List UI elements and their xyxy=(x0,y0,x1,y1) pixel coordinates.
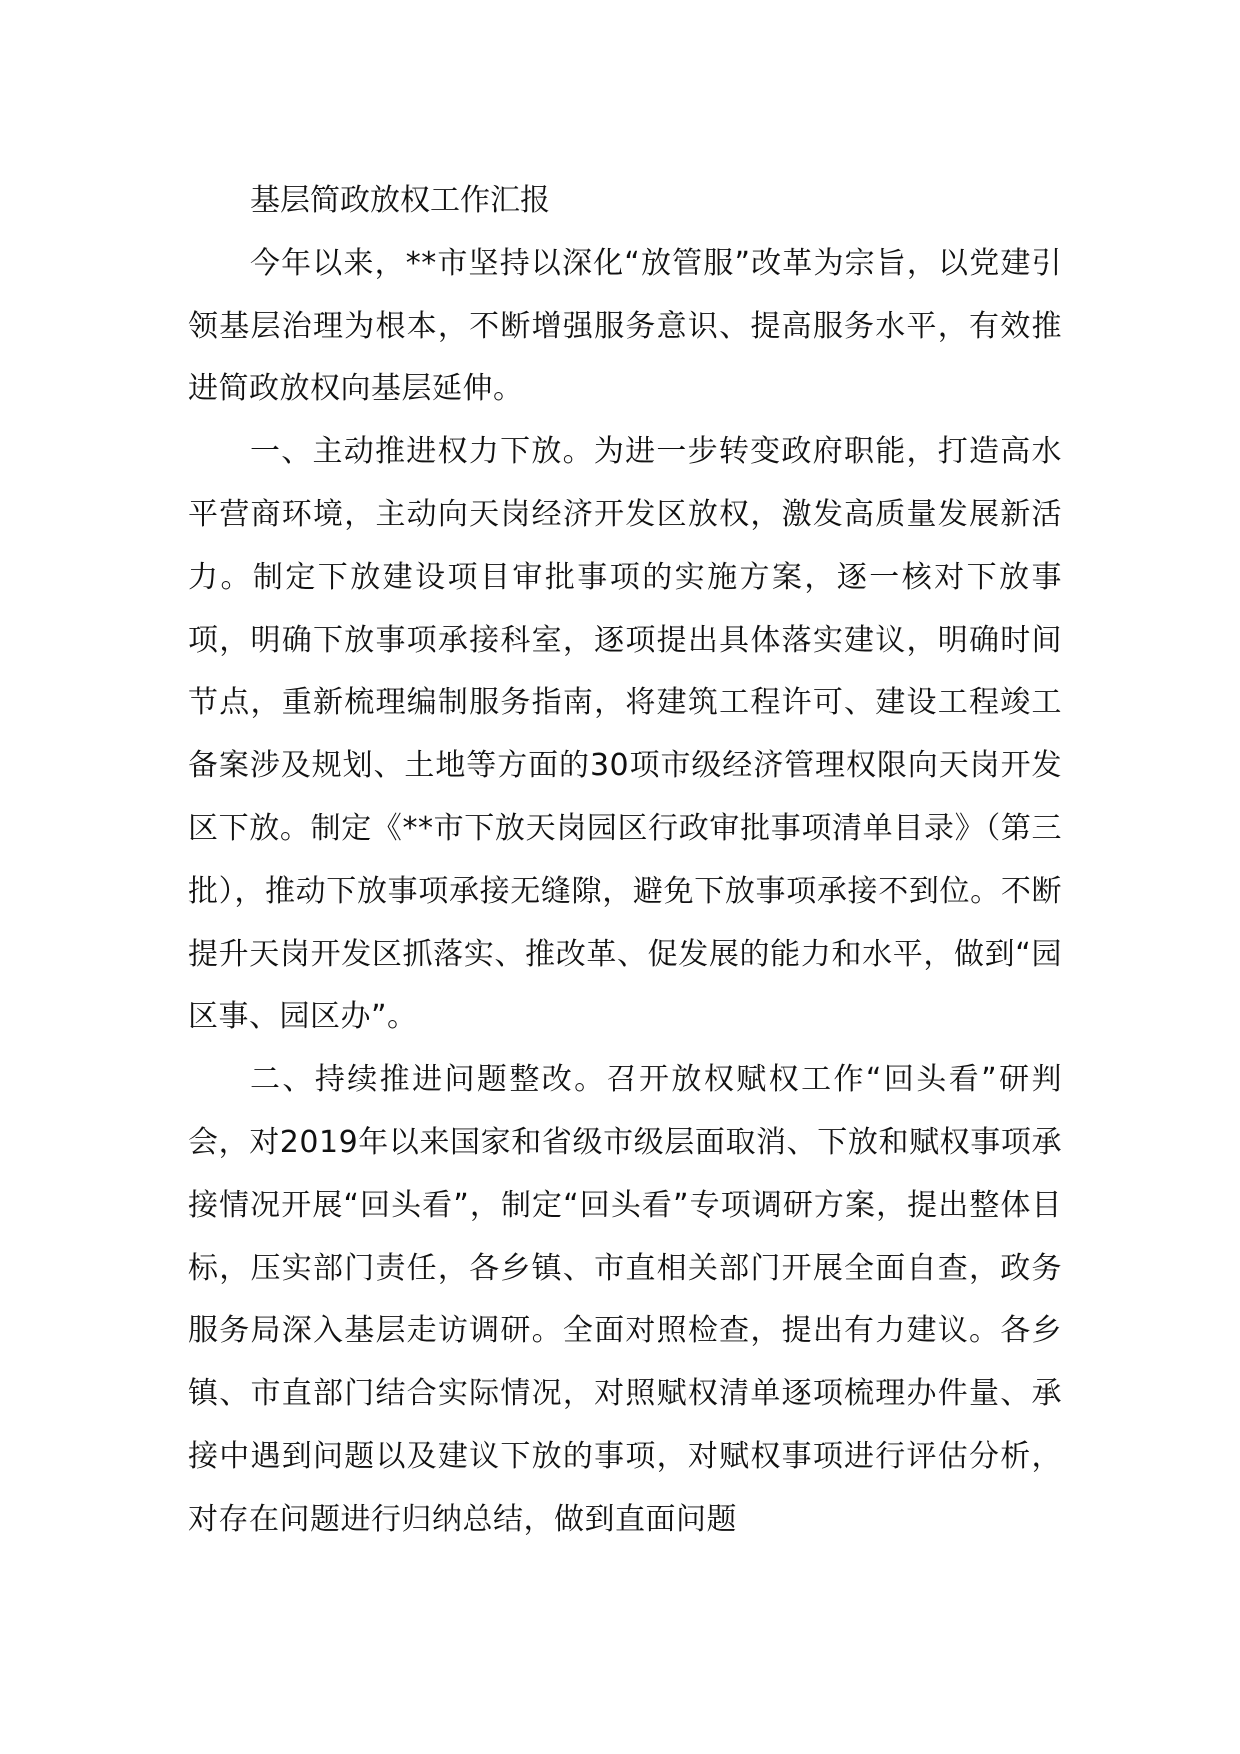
paragraph-intro: 今年以来，**市坚持以深化“放管服”改革为宗旨，以党建引领基层治理为根本，不断增强服务意识、提高服务水平，有效推进简政放权向基层延伸。 xyxy=(188,245,1062,407)
paragraph-section-one: 一、主动推进权力下放。为进一步转变政府职能，打造高水平营商环境，主动向天岗经济开发区放权，激发高质量发展新活力。制定下放建设项目审批事项的实施方案，逐一核对下放事项，明确下放事项承接科室，逐项提出具体落实建议，明确时间节点，重新梳理编制服务指南，将建筑工程许可、建设工程竣工备案涉及规划、土地等方面的30项市级经济管理权限向天岗开发区下放。制定《**市下放天岗园区行政审批事项清单目录》（第三批），推动下放事项承接无缝隙，避免下放事项承接不到位。不断提升天岗开发区抓落实、推改革、促发展的能力和水平，做到“园区事、园区办”。 xyxy=(188,434,1062,1035)
document-body xyxy=(188,170,1062,1552)
paragraph-section-two: 二、持续推进问题整改。召开放权赋权工作“回头看”研判会，对2019年以来国家和省级市级层面取消、下放和赋权事项承接情况开展“回头看”，制定“回头看”专项调研方案，提出整体目标，压实部门责任，各乡镇、市直相关部门开展全面自查，政务服务局深入基层走访调研。全面对照检查，提出有力建议。各乡镇、市直部门结合实际情况，对照赋权清单逐项梳理办件量、承接中遇到问题以及建议下放的事项，对赋权事项进行评估分析，对存在问题进行归纳总结，做到直面问题 xyxy=(188,1062,1062,1537)
document-title: 基层简政放权工作汇报 xyxy=(250,183,550,218)
